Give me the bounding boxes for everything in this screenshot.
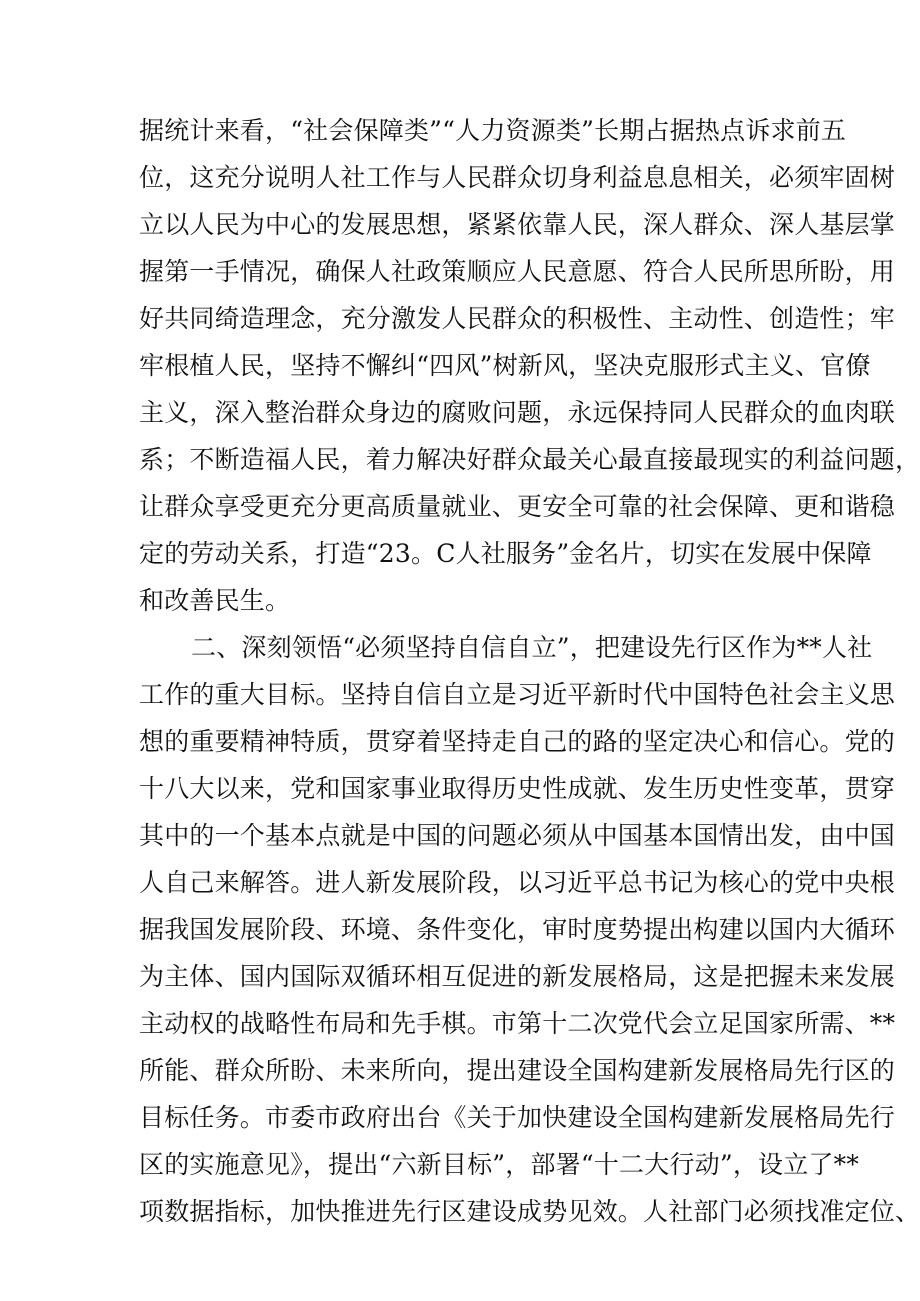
text-line: 项数据指标，加快推进先行区建设成势见效。人社部门必须找准定位、 — [139, 1197, 920, 1226]
text-line: 据我国发展阶段、环境、条件变化，审时度势提出构建以国内大循环 — [139, 915, 896, 944]
text-line: 所能、群众所盼、未来所向，提出建设全国构建新发展格局先行区的 — [139, 1056, 896, 1085]
text-line: 其中的一个基本点就是中国的问题必须从中国基本国情出发，由中国 — [139, 821, 896, 850]
text-line: 和改善民生。 — [139, 586, 291, 615]
text-line: 十八大以来，党和国家事业取得历史性成就、发生历史性变革，贯穿 — [139, 774, 896, 803]
text-line: 主义，深入整治群众身边的腐败问题，永远保持同人民群众的血肉联 — [139, 398, 896, 427]
text-line: 据统计来看，“社会保障类”“人力资源类”长期占据热点诉求前五 — [139, 116, 847, 145]
text-line: 为主体、国内国际双循环相互促进的新发展格局，这是把握未来发展 — [139, 962, 896, 991]
text-line: 目标任务。市委市政府出台《关于加快建设全国构建新发展格局先行 — [139, 1103, 896, 1132]
text-line: 人自己来解答。进人新发展阶段，以习近平总书记为核心的党中央根 — [139, 868, 896, 897]
text-line: 二、深刻领悟“必须坚持自信自立”，把建设先行区作为**人社 — [191, 633, 873, 662]
text-line: 系；不断造福人民，着力解决好群众最关心最直接最现实的利益问题， — [139, 445, 920, 474]
text-line: 好共同绮造理念，充分激发人民群众的积极性、主动性、创造性；牢 — [139, 304, 896, 333]
text-line: 想的重要精神特质，贯穿着坚持走自己的路的坚定决心和信心。党的 — [139, 727, 896, 756]
text-line: 主动权的战略性布局和先手棋。市第十二次党代会立足国家所需、** — [139, 1009, 896, 1038]
text-line: 定的劳动关系，打造“23。C人社服务”金名片，切实在发展中保障 — [139, 539, 872, 568]
text-line: 握第一手情况，确保人社政策顺应人民意愿、符合人民所思所盼，用 — [139, 257, 896, 286]
text-line: 让群众享受更充分更高质量就业、更安全可靠的社会保障、更和谐稳 — [139, 492, 896, 521]
text-line: 牢根植人民，坚持不懈纠“四风”树新风，坚决克服形式主义、官僚 — [139, 351, 871, 380]
text-line: 位，这充分说明人社工作与人民群众切身利益息息相关，必须牢固树 — [139, 163, 896, 192]
text-line: 立以人民为中心的发展思想，紧紧依靠人民，深人群众、深人基层掌 — [139, 210, 896, 239]
text-line: 工作的重大目标。坚持自信自立是习近平新时代中国特色社会主义思 — [139, 680, 896, 709]
text-line: 区的实施意见》，提出“六新目标”，部署“十二大行动”，设立了** — [139, 1150, 860, 1179]
